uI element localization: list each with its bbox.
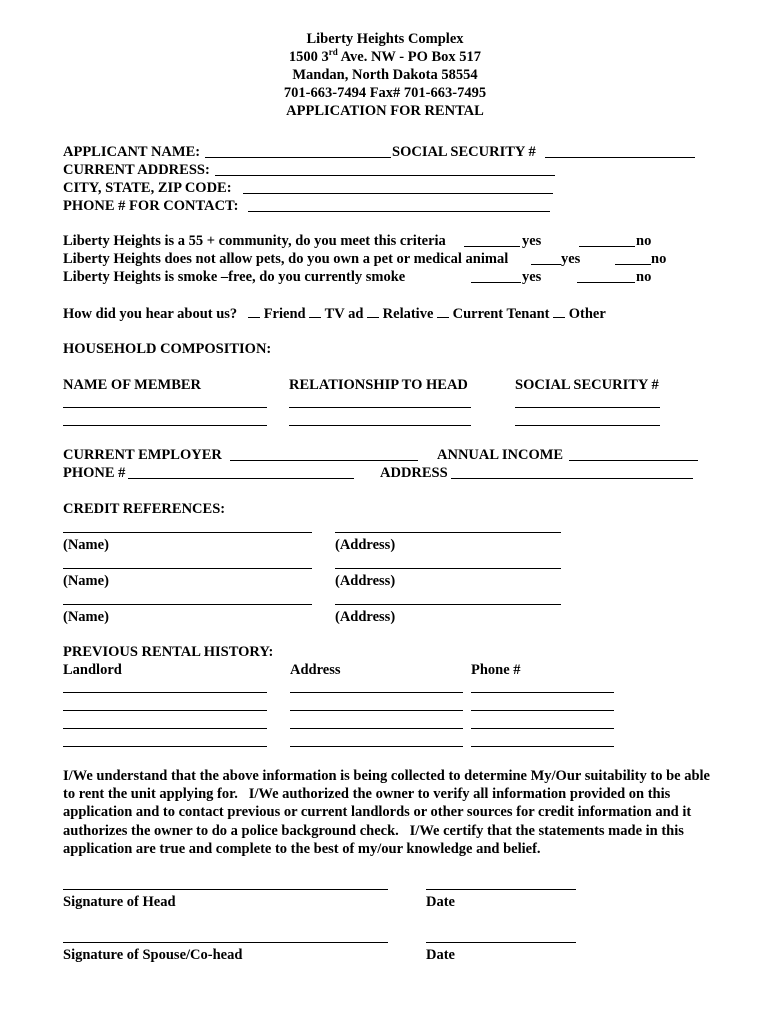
pet-yes: yes <box>561 251 581 267</box>
pet-yes-blank[interactable] <box>531 264 561 265</box>
rental-3-landlord[interactable] <box>63 728 267 729</box>
head-date-field[interactable] <box>426 889 576 890</box>
annual-income-field[interactable] <box>569 460 698 461</box>
other-checkbox[interactable] <box>553 304 565 318</box>
hear-option-tv-ad: TV ad <box>324 306 364 322</box>
complex-name: Liberty Heights Complex <box>306 31 464 47</box>
credit-ref-3-address-field[interactable] <box>335 604 561 605</box>
form-title: APPLICATION FOR RENTAL <box>286 103 484 119</box>
current-tenant-checkbox[interactable] <box>437 304 449 318</box>
household-member-2-relationship[interactable] <box>289 425 471 426</box>
age-criteria-question: Liberty Heights is a 55 + community, do you meet this criteria <box>63 233 446 249</box>
employer-phone-field[interactable] <box>128 478 354 479</box>
ssn-field[interactable] <box>545 157 695 158</box>
age-criteria-yes: yes <box>522 233 542 249</box>
ssn-label: SOCIAL SECURITY # <box>392 144 536 160</box>
rental-3-address[interactable] <box>290 728 463 729</box>
contact-phone-label: PHONE # FOR CONTACT: <box>63 198 239 214</box>
rental-4-landlord[interactable] <box>63 746 267 747</box>
relative-checkbox[interactable] <box>367 304 379 318</box>
household-col-ssn: SOCIAL SECURITY # <box>515 377 659 393</box>
credit-ref-3-name-label: (Name) <box>63 609 109 625</box>
age-criteria-no-blank[interactable] <box>579 246 635 247</box>
hear-option-friend: Friend <box>263 306 306 322</box>
hear-option-current-tenant: Current Tenant <box>452 306 550 322</box>
smoke-no-blank[interactable] <box>577 282 635 283</box>
credit-ref-2-name-field[interactable] <box>63 568 312 569</box>
rental-1-phone[interactable] <box>471 692 614 693</box>
current-address-label: CURRENT ADDRESS: <box>63 162 210 178</box>
hear-about-row <box>63 304 606 323</box>
smoke-yes: yes <box>522 269 542 285</box>
rental-2-address[interactable] <box>290 710 463 711</box>
cohead-signature-field[interactable] <box>63 942 388 943</box>
cohead-date-label: Date <box>426 947 455 963</box>
rental-history-title: PREVIOUS RENTAL HISTORY: <box>63 644 274 660</box>
smoke-no: no <box>636 269 652 285</box>
employer-address-label: ADDRESS <box>380 465 448 481</box>
rental-4-address[interactable] <box>290 746 463 747</box>
employer-field[interactable] <box>230 460 418 461</box>
credit-ref-1-name-field[interactable] <box>63 532 312 533</box>
hear-option-relative: Relative <box>382 306 434 322</box>
credit-ref-2-address-label: (Address) <box>335 573 396 589</box>
employer-label: CURRENT EMPLOYER <box>63 447 222 463</box>
household-title: HOUSEHOLD COMPOSITION: <box>63 341 272 357</box>
rental-col-address: Address <box>290 662 341 678</box>
complex-phone-fax: 701-663-7494 Fax# 701-663-7495 <box>283 85 487 101</box>
tv-ad-checkbox[interactable] <box>309 304 321 318</box>
rental-1-landlord[interactable] <box>63 692 267 693</box>
applicant-name-field[interactable] <box>205 157 391 158</box>
head-signature-label: Signature of Head <box>63 894 176 910</box>
credit-ref-1-address-field[interactable] <box>335 532 561 533</box>
household-member-1-relationship[interactable] <box>289 407 471 408</box>
complex-street-address: 1500 3rd Ave. NW - PO Box 517 <box>288 47 482 65</box>
rental-2-phone[interactable] <box>471 710 614 711</box>
smoke-question: Liberty Heights is smoke –free, do you currently smoke <box>63 269 406 285</box>
rental-col-landlord: Landlord <box>63 662 122 678</box>
credit-ref-3-name-field[interactable] <box>63 604 312 605</box>
authorization-statement: I/We understand that the above information is being collected to determine My/Our suitability to be able to rent the unit applying for. I/We authorized the owner to verify all information provided on this application and to contact previous or current landlords or other sources for credit information and it authorizes the owner to do a police background check. I/We certify that the statements made in this application are true and complete to the best of my/our knowledge and belief. <box>63 768 710 857</box>
pet-question: Liberty Heights does not allow pets, do you own a pet or medical animal <box>63 251 509 267</box>
household-member-1-ssn[interactable] <box>515 407 660 408</box>
current-address-field[interactable] <box>215 175 555 176</box>
hear-option-other: Other <box>568 306 606 322</box>
credit-ref-2-name-label: (Name) <box>63 573 109 589</box>
rental-col-phone: Phone # <box>471 662 521 678</box>
annual-income-label: ANNUAL INCOME <box>437 447 564 463</box>
credit-ref-3-address-label: (Address) <box>335 609 396 625</box>
complex-city: Mandan, North Dakota 58554 <box>292 67 478 83</box>
rental-4-phone[interactable] <box>471 746 614 747</box>
credit-references-title: CREDIT REFERENCES: <box>63 501 226 517</box>
cohead-signature-label: Signature of Spouse/Co-head <box>63 947 243 963</box>
household-member-2-name[interactable] <box>63 425 267 426</box>
household-col-name: NAME OF MEMBER <box>63 377 202 393</box>
head-signature-field[interactable] <box>63 889 388 890</box>
age-criteria-yes-blank[interactable] <box>464 246 520 247</box>
household-member-2-ssn[interactable] <box>515 425 660 426</box>
household-member-1-name[interactable] <box>63 407 267 408</box>
city-state-zip-label: CITY, STATE, ZIP CODE: <box>63 180 232 196</box>
city-state-zip-field[interactable] <box>243 193 553 194</box>
applicant-name-label: APPLICANT NAME: <box>63 144 201 160</box>
household-col-relationship: RELATIONSHIP TO HEAD <box>289 377 468 393</box>
credit-ref-1-address-label: (Address) <box>335 537 396 553</box>
employer-phone-label: PHONE # <box>63 465 126 481</box>
rental-1-address[interactable] <box>290 692 463 693</box>
pet-no: no <box>651 251 667 267</box>
head-date-label: Date <box>426 894 455 910</box>
cohead-date-field[interactable] <box>426 942 576 943</box>
employer-address-field[interactable] <box>451 478 693 479</box>
smoke-yes-blank[interactable] <box>471 282 521 283</box>
friend-checkbox[interactable] <box>248 304 260 318</box>
rental-2-landlord[interactable] <box>63 710 267 711</box>
rental-3-phone[interactable] <box>471 728 614 729</box>
age-criteria-no: no <box>636 233 652 249</box>
contact-phone-field[interactable] <box>248 211 550 212</box>
credit-ref-2-address-field[interactable] <box>335 568 561 569</box>
credit-ref-1-name-label: (Name) <box>63 537 109 553</box>
hear-about-question: How did you hear about us? <box>63 306 238 322</box>
pet-no-blank[interactable] <box>615 264 651 265</box>
